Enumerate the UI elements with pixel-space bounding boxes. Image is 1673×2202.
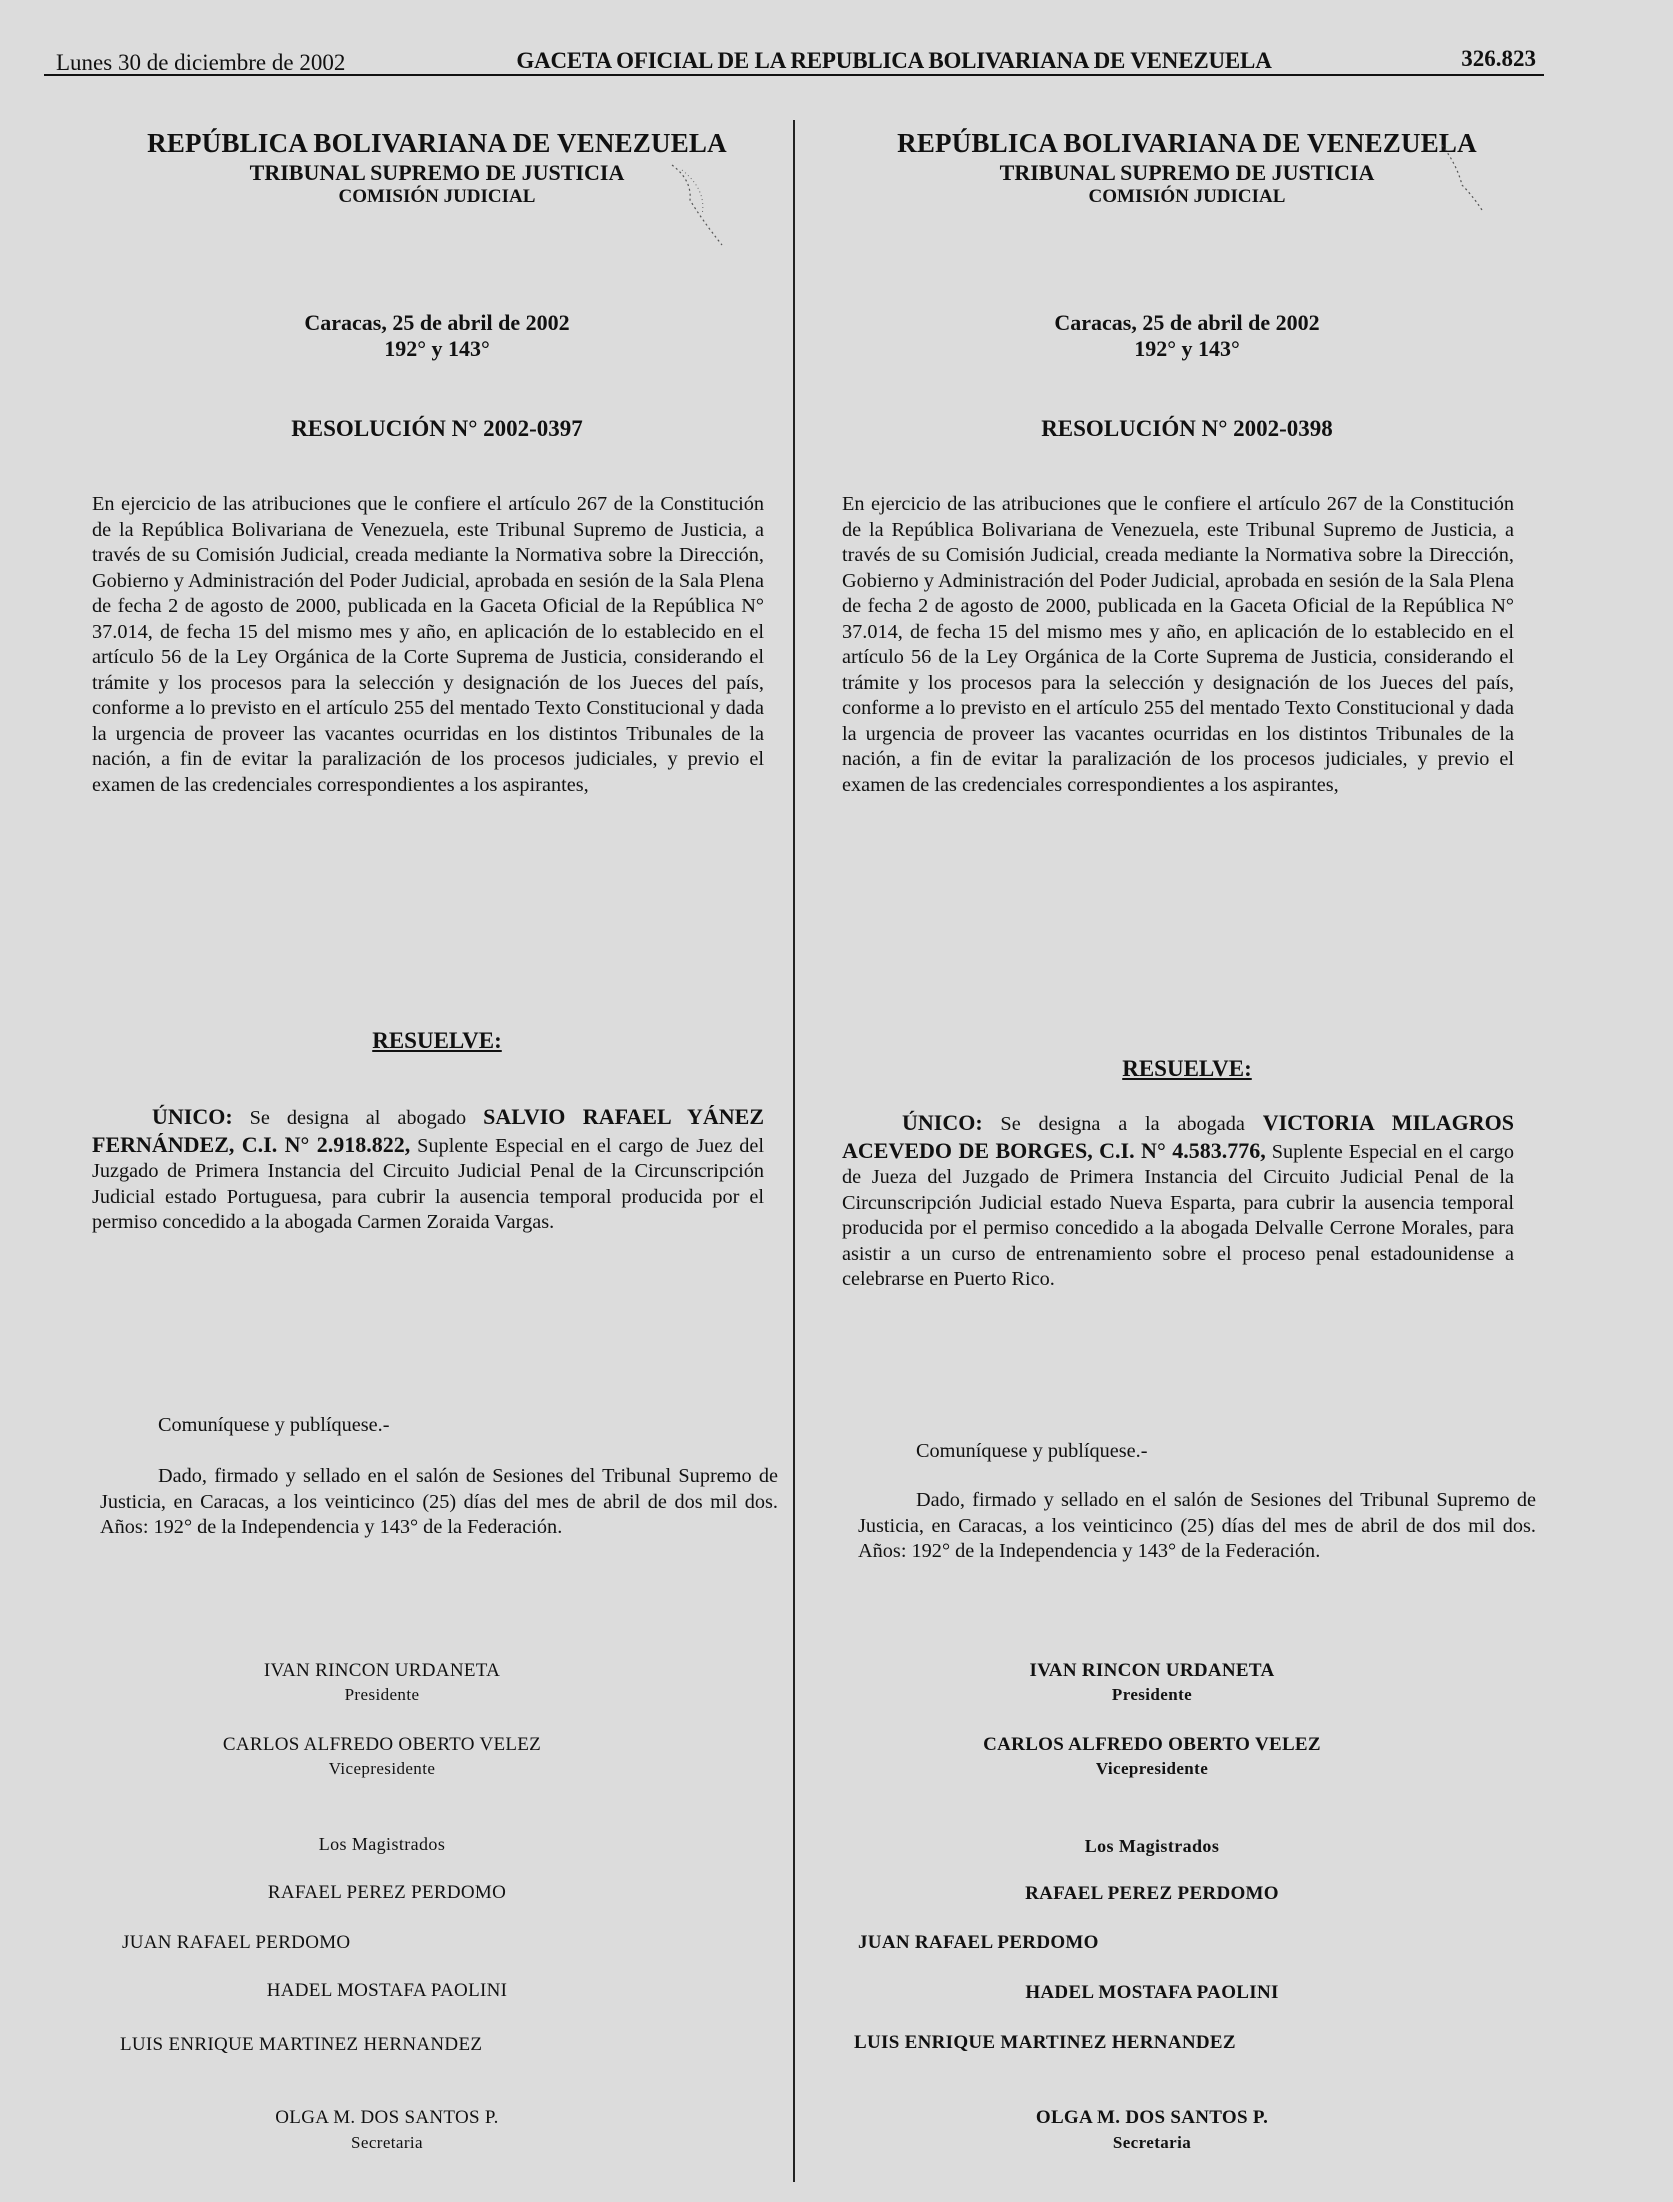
republic-heading: REPÚBLICA BOLIVARIANA DE VENEZUELA [147,128,727,158]
magistrate-2: JUAN RAFAEL PERDOMO [858,1932,1099,1953]
preamble-paragraph: En ejercicio de las atribuciones que le confiere el artículo 267 de la Constitución de la República Bolivariana de Venezuela, este Tribunal Supremo de Justicia, a través de su Comisión Judicial, creada mediante la Normativa sobre la Dirección, Gobierno y Administración del Poder Judicial, aprobada en sesión de la Sala Plena de fecha 2 de agosto de 2000, publicada en la Gaceta Oficial de la República N° 37.014, de fecha 15 del mismo mes y año, en aplicación de lo establecido en el artículo 56 de la Ley Orgánica de la Corte Suprema de Justicia, considerando el trámite y los procesos para la selección y designación de los Jueces del país, conforme a lo previsto en el artículo 255 del mentado Texto Constitucional y dada la urgencia de proveer las vacantes ocurridas en los distintos Tribunales de la nación, a fin de evitar la paralización de los procesos judiciales, y previo el examen de las credenciales correspondientes a los aspirantes, [92,493,764,796]
dado-paragraph: Dado, firmado y sellado en el salón de Sesiones del Tribunal Supremo de Justicia, en Caracas, a los veinticinco (25) días del mes de abril de dos mil dos. Años: 192° de la Independencia y 143° de la Federación. [100,1465,778,1538]
president-name: IVAN RINCON URDANETA [263,1660,501,1681]
header-gazette-title: GACETA OFICIAL DE LA REPUBLICA BOLIVARIANA DE VENEZUELA [516,48,1272,73]
secretary-name: OLGA M. DOS SANTOS P. [275,2107,499,2128]
header-date: Lunes 30 de diciembre de 2002 [56,50,346,75]
unico-label: ÚNICO: [152,1104,233,1129]
president-name: IVAN RINCON URDANETA [1029,1660,1275,1681]
resuelve-heading: RESUELVE: [1122,1056,1252,1081]
magistrate-3: HADEL MOSTAFA PAOLINI [266,1980,508,2001]
appointee-name: VICTORIA MILAGROS ACEVEDO DE BORGES, C.I. N° 4.583.776, [842,1110,1514,1163]
vicepresident-name: CARLOS ALFREDO OBERTO VELEZ [983,1734,1321,1755]
years: 192° y 143° [1134,336,1240,361]
place-date-block [92,310,782,362]
magistrate-2: JUAN RAFAEL PERDOMO [122,1932,351,1953]
secretary-name: OLGA M. DOS SANTOS P. [1035,2107,1269,2128]
resolution-number: RESOLUCIÓN N° 2002-0397 [291,416,583,441]
president-role: Presidente [1111,1685,1193,1704]
resolution-right [842,0,1536,2202]
republic-heading: REPÚBLICA BOLIVARIANA DE VENEZUELA [897,128,1477,158]
secretary-role: Secretaria [1112,2133,1192,2152]
comuniquese-line: Comuníquese y publíquese.- [158,1414,390,1436]
seal-stamp-icon [1427,140,1497,230]
unico-body: Suplente Especial en el cargo de Jueza del Juzgado de Primera Instancia del Circuito Judicial Penal de la Circunscripción Judicial estado Nueva Esparta, para cubrir la ausencia temporal producida por el permiso concedido a la abogada Delvalle Cerrone Morales, para asistir a un curso de entrenamiento sobre el proceso penal estadounidense a celebrarse en Puerto Rico. [842,1140,1514,1290]
resolution-number: RESOLUCIÓN N° 2002-0398 [1041,416,1333,441]
president-role: Presidente [344,1685,420,1704]
tribunal-heading: TRIBUNAL SUPREMO DE JUSTICIA [249,160,625,185]
unico-paragraph [92,1104,764,1236]
magistrate-3: HADEL MOSTAFA PAOLINI [1025,1982,1279,2003]
vicepresident-role: Vicepresidente [1095,1759,1209,1778]
place-date: Caracas, 25 de abril de 2002 [1054,310,1320,335]
magistrados-label: Los Magistrados [318,1834,446,1854]
commission-heading: COMISIÓN JUDICIAL [1088,186,1286,207]
preamble-paragraph: En ejercicio de las atribuciones que le confiere el artículo 267 de la Constitución de la República Bolivariana de Venezuela, este Tribunal Supremo de Justicia, a través de su Comisión Judicial, creada mediante la Normativa sobre la Dirección, Gobierno y Administración del Poder Judicial, aprobada en sesión de la Sala Plena de fecha 2 de agosto de 2000, publicada en la Gaceta Oficial de la República N° 37.014, de fecha 15 del mismo mes y año, en aplicación de lo establecido en el artículo 56 de la Ley Orgánica de la Corte Suprema de Justicia, considerando el trámite y los procesos para la selección y designación de los Jueces del país, conforme a lo previsto en el artículo 255 del mentado Texto Constitucional y dada la urgencia de proveer las vacantes ocurridas en los distintos Tribunales de la nación, a fin de evitar la paralización de los procesos judiciales, y previo el examen de las credenciales correspondientes a los aspirantes, [842,493,1514,796]
magistrate-1: RAFAEL PEREZ PERDOMO [267,1882,507,1903]
commission-heading: COMISIÓN JUDICIAL [338,186,536,207]
magistrate-4: LUIS ENRIQUE MARTINEZ HERNANDEZ [120,2034,483,2055]
column-divider [793,120,795,2182]
tribunal-heading: TRIBUNAL SUPREMO DE JUSTICIA [999,160,1375,185]
unico-paragraph [842,1110,1514,1293]
dado-paragraph: Dado, firmado y sellado en el salón de Sesiones del Tribunal Supremo de Justicia, en Caracas, a los veinticinco (25) días del mes de abril de dos mil dos. Años: 192° de la Independencia y 143° de la Federación. [858,1489,1536,1562]
magistrate-4: LUIS ENRIQUE MARTINEZ HERNANDEZ [854,2032,1236,2053]
vicepresident-name: CARLOS ALFREDO OBERTO VELEZ [222,1734,542,1755]
place-date-block [842,310,1532,362]
header-page-number: 326.823 [1461,46,1536,71]
magistrados-label: Los Magistrados [1084,1836,1220,1856]
unico-body: Suplente Especial en el cargo de Juez del Juzgado de Primera Instancia del Circuito Judicial Penal de la Circunscripción Judicial estado Portuguesa, para cubrir la ausencia temporal producida por el permiso concedido a la abogada Carmen Zoraida Vargas. [92,1134,764,1233]
comuniquese-line: Comuníquese y publíquese.- [916,1440,1148,1462]
appointee-name: SALVIO RAFAEL YÁNEZ FERNÁNDEZ, C.I. N° 2.918.822, [92,1104,764,1157]
vicepresident-role: Vicepresidente [328,1759,436,1778]
magistrate-1: RAFAEL PEREZ PERDOMO [1025,1883,1279,1904]
place-date: Caracas, 25 de abril de 2002 [304,310,570,335]
unico-intro: Se designa a la abogada [982,1113,1263,1135]
resuelve-heading: RESUELVE: [372,1028,502,1053]
resolution-left [92,0,782,2202]
years: 192° y 143° [384,336,490,361]
secretary-role: Secretaria [351,2133,423,2152]
unico-intro: Se designa al abogado [232,1107,484,1129]
unico-label: ÚNICO: [902,1110,983,1135]
seal-stamp-icon [662,160,732,250]
